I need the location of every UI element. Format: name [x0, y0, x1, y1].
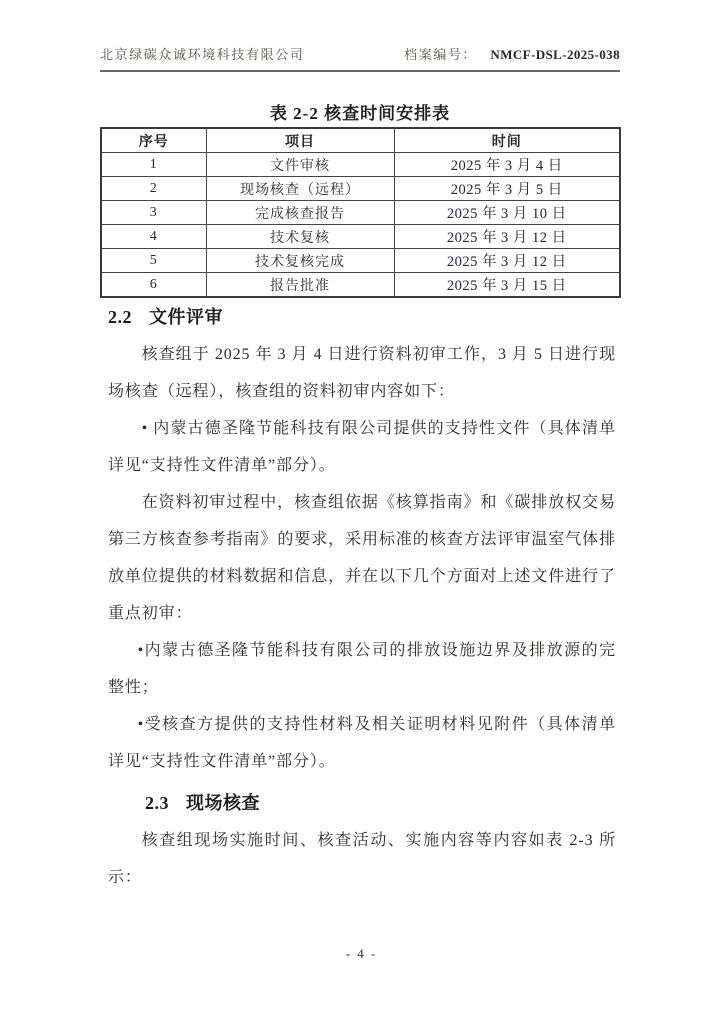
paragraph: 核查组于 2025 年 3 月 4 日进行资料初审工作，3 月 5 日进行现场核查（远程），核查组的资料初审内容如下：	[108, 346, 616, 400]
document-body	[108, 304, 616, 896]
page-header	[100, 44, 620, 72]
table-row	[101, 225, 620, 249]
cell-seq: 6	[101, 273, 206, 298]
section-heading-2-3	[145, 790, 616, 816]
table-row	[101, 249, 620, 273]
verification-schedule-table	[100, 127, 621, 298]
bullet-item: •受核查方提供的支持性材料及相关证明材料见附件（具体清单详见“支持性文件清单”部分）。	[108, 716, 616, 770]
cell-seq: 1	[101, 153, 206, 177]
file-number-value: NMCF-DSL-2025-038	[490, 47, 620, 62]
cell-item: 现场核查（远程）	[206, 177, 394, 201]
cell-item: 技术复核	[206, 225, 394, 249]
cell-time: 2025 年 3 月 15 日	[394, 273, 620, 298]
paragraph: 在资料初审过程中，核查组依据《核算指南》和《碳排放权交易第三方核查参考指南》的要求，采用标准的核查方法评审温室气体排放单位提供的材料数据和信息，并在以下几个方面对上述文件进行了重点初审：	[108, 494, 616, 622]
col-header-item: 项目	[206, 128, 394, 153]
page-number: - 4 -	[345, 946, 378, 961]
cell-item: 完成核查报告	[206, 201, 394, 225]
col-header-seq: 序号	[101, 128, 206, 153]
section-heading-2-2	[108, 304, 616, 330]
cell-time: 2025 年 3 月 4 日	[394, 153, 620, 177]
cell-item: 文件审核	[206, 153, 394, 177]
section-title: 现场核查	[186, 793, 260, 813]
cell-time: 2025 年 3 月 10 日	[394, 201, 620, 225]
cell-time: 2025 年 3 月 5 日	[394, 177, 620, 201]
cell-seq: 2	[101, 177, 206, 201]
company-name: 北京绿碳众诚环境科技有限公司	[100, 47, 305, 62]
section-number: 2.2	[108, 307, 132, 327]
section-title: 文件评审	[149, 307, 223, 327]
file-number-block	[404, 44, 620, 63]
paragraph: 核查组现场实施时间、核查活动、实施内容等内容如表 2-3 所示：	[108, 832, 616, 886]
section-number: 2.3	[145, 793, 169, 813]
table-caption: 表 2-2 核查时间安排表	[269, 104, 451, 123]
cell-time: 2025 年 3 月 12 日	[394, 249, 620, 273]
cell-item: 报告批准	[206, 273, 394, 298]
cell-seq: 3	[101, 201, 206, 225]
table-row	[101, 153, 620, 177]
bullet-item: • 内蒙古德圣隆节能科技有限公司提供的支持性文件（具体清单详见“支持性文件清单”部分）。	[108, 420, 616, 474]
table-row	[101, 201, 620, 225]
table-row	[101, 177, 620, 201]
col-header-time: 时间	[394, 128, 620, 153]
cell-seq: 4	[101, 225, 206, 249]
table-header-row	[101, 128, 620, 153]
cell-seq: 5	[101, 249, 206, 273]
file-number-label: 档案编号：	[404, 47, 478, 62]
cell-time: 2025 年 3 月 12 日	[394, 225, 620, 249]
table-row	[101, 273, 620, 298]
cell-item: 技术复核完成	[206, 249, 394, 273]
bullet-item: •内蒙古德圣隆节能科技有限公司的排放设施边界及排放源的完整性；	[108, 642, 616, 696]
